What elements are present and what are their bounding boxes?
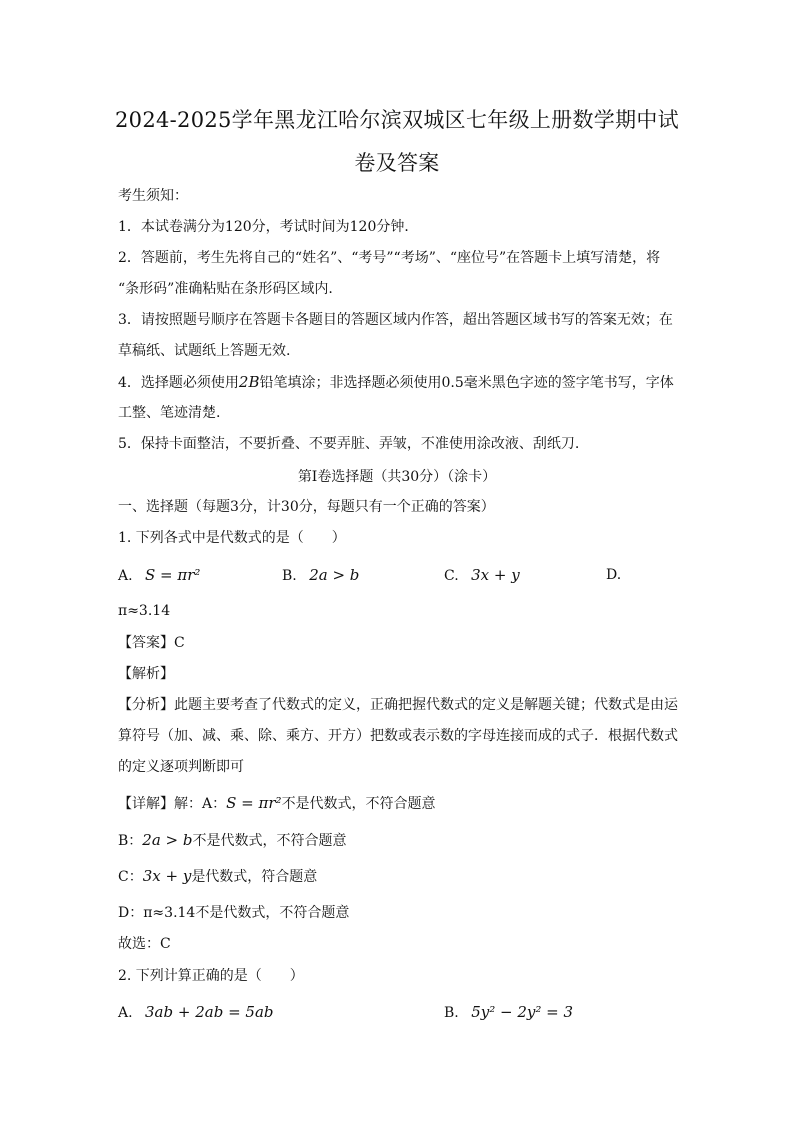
notice-item-4 — [118, 372, 674, 393]
q2-option-b-label: B. — [444, 1005, 459, 1021]
q1-choice: 故选：C — [118, 936, 171, 952]
pencil-grade: 2B — [238, 373, 260, 391]
q1-detail-b-expr: 2a > b — [142, 831, 193, 849]
q1-fenxi-line3: 的定义逐项判断即可 — [118, 759, 244, 775]
notice-item-2: 2．答题前，考生先将自己的“姓名”、“考号”“考场”、“座位号”在答题卡上填写清楚，将 — [118, 250, 661, 266]
q1-option-c — [444, 565, 520, 586]
q1-option-b-label: B. — [282, 568, 297, 584]
q1-option-c-label: C. — [444, 568, 459, 584]
q1-option-b — [282, 565, 359, 586]
q1-option-a-expr: S = πr² — [145, 566, 201, 584]
question-1-stem: 1. 下列各式中是代数式的是（ ） — [118, 530, 346, 546]
notice-item-4-lead: 4．选择题必须使用 — [118, 375, 239, 391]
q1-answer: 【答案】C — [118, 635, 185, 651]
q1-detail-c-text: 是代数式，符合题意 — [191, 869, 318, 885]
q2-option-b — [444, 1002, 573, 1023]
q1-detail-b — [118, 830, 347, 851]
q1-option-b-expr: 2a > b — [309, 566, 360, 584]
q1-fenxi-line2: 算符号（加、减、乘、除、乘方、开方）把数或表示数的字母连接而成的式子．根据代数式 — [118, 728, 678, 744]
q1-option-d-expr: π≈3.14 — [118, 603, 171, 619]
notice-item-2-cont: “条形码”准确粘贴在条形码区域内. — [118, 281, 333, 297]
notice-item-3: 3．请按照题号顺序在答题卡各题目的答题区域内作答，超出答题区域书写的答案无效；在 — [118, 312, 673, 328]
notice-item-4-rest: 铅笔填涂；非选择题必须使用0.5毫米黑色字迹的签字笔书写，字体 — [259, 375, 674, 391]
q1-detail-a-expr: S = πr² — [226, 794, 282, 812]
q1-detail-c — [118, 866, 317, 887]
q1-detail-a-text: 不是代数式，不符合题意 — [281, 796, 436, 812]
q2-option-b-expr: 5y² − 2y² = 3 — [471, 1003, 574, 1021]
section-intro: 一、选择题（每题3分，计30分，每题只有一个正确的答案） — [118, 499, 495, 515]
q1-option-a — [118, 565, 200, 586]
q1-option-d — [606, 565, 621, 585]
q1-option-d-label: D. — [606, 567, 622, 583]
q2-option-a-expr: 3ab + 2ab = 5ab — [145, 1003, 274, 1021]
q1-analysis-heading: 【解析】 — [118, 666, 174, 682]
q1-detail-b-prefix: B： — [118, 833, 143, 849]
document-title-line2: 卷及答案 — [354, 151, 440, 175]
q1-detail-c-expr: 3x + y — [142, 867, 192, 885]
notice-item-1: 1．本试卷满分为120分，考试时间为120分钟． — [118, 219, 419, 235]
notice-item-4-cont: 工整、笔迹清楚. — [118, 405, 221, 421]
q1-detail-b-text: 不是代数式，不符合题意 — [192, 833, 347, 849]
q1-fenxi-line1: 【分析】此题主要考查了代数式的定义，正确把握代数式的定义是解题关键；代数式是由运 — [118, 697, 678, 713]
q2-option-a-label: A. — [118, 1005, 133, 1021]
q1-detail-a — [118, 793, 436, 814]
notice-item-3-cont: 草稿纸、试题纸上答题无效. — [118, 343, 291, 359]
q2-option-a — [118, 1002, 274, 1023]
q1-detail-d: D：π≈3.14不是代数式，不符合题意 — [118, 905, 350, 921]
notice-item-5: 5．保持卡面整洁，不要折叠、不要弄脏、弄皱，不准使用涂改液、刮纸刀. — [118, 436, 580, 452]
q1-detail-prefix: 【详解】解：A： — [118, 796, 227, 812]
notice-heading: 考生须知： — [118, 188, 188, 204]
q1-option-a-label: A. — [118, 568, 133, 584]
q1-detail-c-prefix: C： — [118, 869, 143, 885]
q1-option-c-expr: 3x + y — [471, 566, 520, 584]
question-2-stem: 2. 下列计算正确的是（ ） — [118, 968, 304, 984]
document-title-line1: 2024-2025学年黑龙江哈尔滨双城区七年级上册数学期中试 — [115, 108, 679, 132]
section-title: 第Ⅰ卷选择题（共30分）（涂卡） — [297, 469, 497, 485]
